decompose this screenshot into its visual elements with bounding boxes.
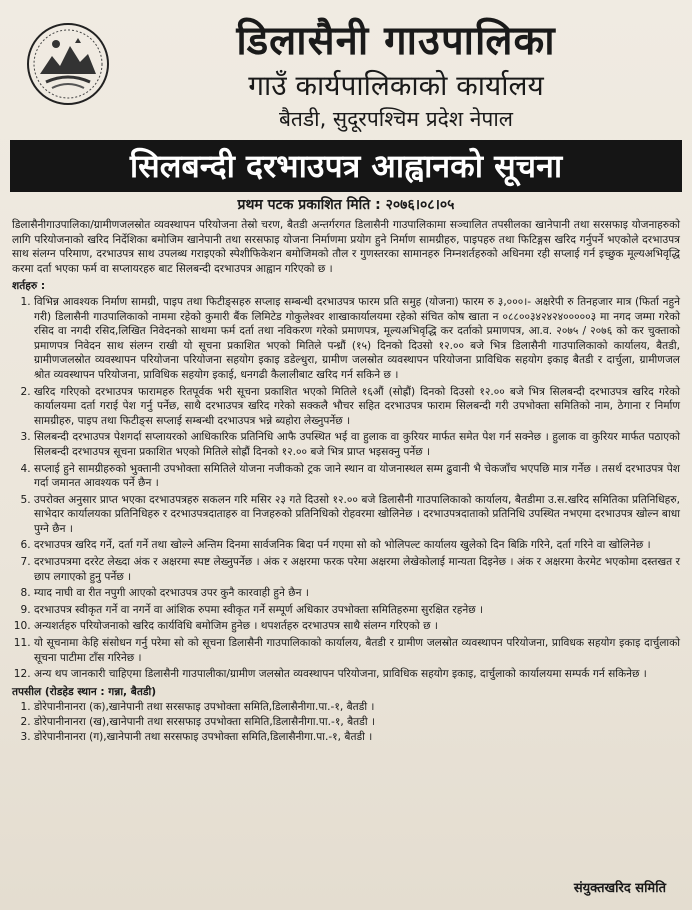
- condition-item: 9. दरभाउपत्र स्वीकृत गर्ने वा नगर्ने वा आंशिक रुपमा स्वीकृत गर्ने सम्पूर्ण अधिकार उपभोक्ता समितिहरुमा सुरक्षित रहनेछ ।: [34, 603, 680, 618]
- emblem-logo-icon: [26, 22, 110, 106]
- condition-item: 1. विभिन्न आवश्यक निर्माण सामग्री, पाइप तथा फिटीङ्सहरु सप्लाइ सम्बन्धी दरभाउपत्र फारम प्रति समुह (योजना) फारम रु ३,०००।- अक्षरेपी रु तिनहजार मात्र (फिर्ता नहुने गरी) डिलासैनी गाउपालिकाको नाममा रहेको कुमारी बैंक लिमिटेड गोकुलेश्वर शाखाकार्यालयमा रहेको संचित कोष खाता न ०८८००३४२४२४०००००३ मा नगद जम्मा गरेको रसिद वा नगदी रसिद,लिखित निवेदनको साथमा फर्म दर्ता तथा नविकरण गरेको प्रमाणपत्र, मूल्यअभिवृद्धि कर दर्ताको प्रमाणपत्र, आ.व. २०७५ / २०७६ को कर चुक्ताको प्रमाणपत्र निवेदन साथ संलग्न राखी यो सूचना प्रकाशित भएको मितिले पन्ध्रौं (१५) दिनको दिउसो १२.०० बजे भित्र डिलासैनी गाउपालिकाको कार्यालय, बैतडी, ग्रामीणजलस्रोत व्यवस्थापन परियोजना परियोजना सहयोग इकाइ डडेल्धुरा, ग्रामीण जलस्रोत व्यवस्थापन परियोजना प्राविधिक सहयोग इकाइ बैतडी र दार्चुला, ग्रामीणजल श्रोत व्यवस्थापन परियोजना, प्राविधिक सहयोग इकाई, धनगढी कैलालीबाट खरिद गर्न सकिने छ ।: [34, 295, 680, 383]
- notice-banner: सिलबन्दी दरभाउपत्र आह्वानको सूचना: [10, 140, 682, 192]
- intro-paragraph: डिलासैनीगाउपालिका/ग्रामीणजलस्रोत व्यवस्थापन परियोजना तेस्रो चरण, बैतडी अन्तर्गरगत डिलासैनी गाउपालिकामा सञ्चालित तपसीलका खानेपानी तथा सरसफाइ योजनाहरुको लागि परियोजनाको खरिद निर्देशिका बमोजिम खानेपानी तथा सरसफाइ योजना निर्माणमा प्रयोग हुने निर्माण सामग्रीहरु, पाइपहरु तथा फिटिङ्गस खरिद गर्नुपर्ने भएकोले दरभाउपत्र साथ संलग्न परिमाण, दरभाउपत्र साथ उपलब्ध गराइएको स्पेशीफिकेशन बमोजिमको तौल र गुणस्तरका सामानहरु निम्नशर्तहरुको अधिनमा रही सप्लाई गर्न इच्छुक मूल्यअभिवृद्धि करमा दर्ता भएका फर्म वा सप्लायरहरु बाट सिलबन्दी दरभाउपत्र आह्वान गरिएको छ ।: [12, 219, 680, 275]
- notice-body: [12, 218, 680, 744]
- condition-item: 4. सप्लाई हुने सामग्रीहरुको भुक्तानी उपभोक्ता समितिले योजना नजीकको ट्रक जाने स्थान वा योजनास्थल सम्म ढुवानी भै चेकजाँच भएपछि मात्र गर्नेछ । तसर्थ दरभाउपत्र पेश गर्दा जमानत आवश्यक पर्ने छैन ।: [34, 462, 680, 491]
- conditions-list: [12, 295, 680, 682]
- publish-date: प्रथम पटक प्रकाशित मिति : २०७६।०८।०५: [237, 197, 455, 213]
- condition-item: 6. दरभाउपत्र खरिद गर्ने, दर्ता गर्ने तथा खोल्ने अन्तिम दिनमा सार्वजनिक बिदा पर्न गएमा सो को भोलिपल्ट कार्यालय खुलेको दिन बिक्रि गरिने, दर्ता गरिने वा खोलिनेछ ।: [34, 538, 680, 553]
- signature-block: संयुक्तखरिद समिति: [573, 881, 666, 896]
- office-address: बैतडी, सुदूरपश्चिम प्रदेश नेपाल: [278, 107, 514, 131]
- office-name: डिलासैनी गाउपालिका: [236, 18, 556, 64]
- project-item: 1. डोरेपानीनानरा (क),खानेपानी तथा सरसफाइ उपभोक्ता समिति,डिलासैनीगा.पा.-१, बैतडी ।: [34, 700, 680, 715]
- condition-item: 12. अन्य थप जानकारी चाहिएमा डिलासैनी गाउपालीका/ग्रामीण जलस्रोत व्यवस्थापन परियोजना, प्राविधिक सहयोग इकाइ, दार्चुलाको कार्यालयमा सम्पर्क गर्न सकिनेछ ।: [34, 667, 680, 682]
- condition-item: 11. यो सूचनामा केहि संसोधन गर्नु परेमा सो को सूचना डिलासैनी गाउपालिकाको कार्यालय, बैतडी र ग्रामीण जलस्रोत व्यवस्थापन परियोजना, प्राविधक सहयोग इकाइ दार्चुलाको सूचना पाटीमा टाँस गरिनेछ ।: [34, 636, 680, 665]
- condition-item: 7. दरभाउपत्रमा दररेट लेख्दा अंक र अक्षरमा स्पष्ट लेख्नुपर्नेछ । अंक र अक्षरमा फरक परेमा अक्षरमा लेखेकोलाई मान्यता दिइनेछ । अंक र अक्षरमा केरमेट भएकोमा दस्तखत र छाप लगाएको हुनु पर्नेछ ।: [34, 555, 680, 584]
- project-item: 3. डोरेपानीनानरा (ग),खानेपानी तथा सरसफाइ उपभोक्ता समिति,डिलासैनीगा.पा.-१, बैतडी ।: [34, 730, 680, 745]
- office-subtitle: गाउँ कार्यपालिकाको कार्यालय: [248, 69, 544, 102]
- schedule-heading: तपसील (रोडहेड स्थान : गन्ना, बैतडी): [12, 685, 157, 698]
- conditions-heading: शर्तहरु :: [12, 280, 46, 293]
- letterhead: [12, 8, 680, 140]
- condition-item: 10. अन्यशर्तहरु परियोजनाको खरिद कार्यविधि बमोजिम हुनेछ । थपशर्तहरु दरभाउपत्र साथै संलग्न गरिएको छ ।: [34, 619, 680, 634]
- condition-item: 3. सिलबन्दी दरभाउपत्र पेशगर्दा सप्लायरको आधिकारिक प्रतिनिधि आफै उपस्थित भई वा हुलाक वा कुरियर मार्फत समेत पेश गर्न सक्नेछ । हुलाक वा कुरियर मार्फत पठाएको सिलबन्दी दरभाउपत्र सूचना प्रकाशित भएको मितिले सोह्रौं दिनको १२.०० बजे भित्र प्राप्त भइसक्नु पर्नेछ ।: [34, 430, 680, 459]
- project-item: 2. डोरेपानीनानरा (ख),खानेपानी तथा सरसफाइ उपभोक्ता समिति,डिलासैनीगा.पा.-१, बैतडी ।: [34, 715, 680, 730]
- project-list: [12, 700, 680, 744]
- condition-item: 2. खरिद गरिएको दरभाउपत्र फारामहरु रितपूर्वक भरी सूचना प्रकाशित भएको मितिले १६औं (सोह्रौं) दिनको दिउसो १२.०० बजे भित्र सिलबन्दी दरभाउपत्र खरिद गरेको कार्यालयमा दर्ता गराई पेश गर्नु पर्नेछ, साथै दरभाउपत्र खरिद गरेको सक्कलै भौचर सहित दरभाउपत्र फाराम सिलबन्दी गरी उपभोक्ता समितिको नाम, ठेगाना र निर्माण सामग्रीहरु, पाइप तथा फिटीङ्स सप्लाई सम्बन्धी दरभाउपत्र भन्ने ब्यहोरा लेख्नुपर्नेछ ।: [34, 385, 680, 429]
- condition-item: 8. म्याद नाघी वा रीत नपुगी आएको दरभाउपत्र उपर कुनै कारवाही हुने छैन ।: [34, 586, 680, 601]
- condition-item: 5. उपरोक्त अनुसार प्राप्त भएका दरभाउपत्रहरु सकलन गरि मसिर २३ गते दिउसो १२.०० बजे डिलासैनी गाउपालिकाको कार्यालय, बैतडीमा उ.स.खरिद समितिका प्रतिनिधिहरु, साभेदार कार्यालयका प्रतिनिधिहरु र दरभाउपत्रदाताहरु वा निजहरुको प्रतिनिधिको रोहवरमा खोलिनेछ । दरभाउपत्रदाताको प्रतिनिधि उपस्थित नभएमा दरभाउपत्र खोल्न बाधा पुग्ने छैन ।: [34, 493, 680, 537]
